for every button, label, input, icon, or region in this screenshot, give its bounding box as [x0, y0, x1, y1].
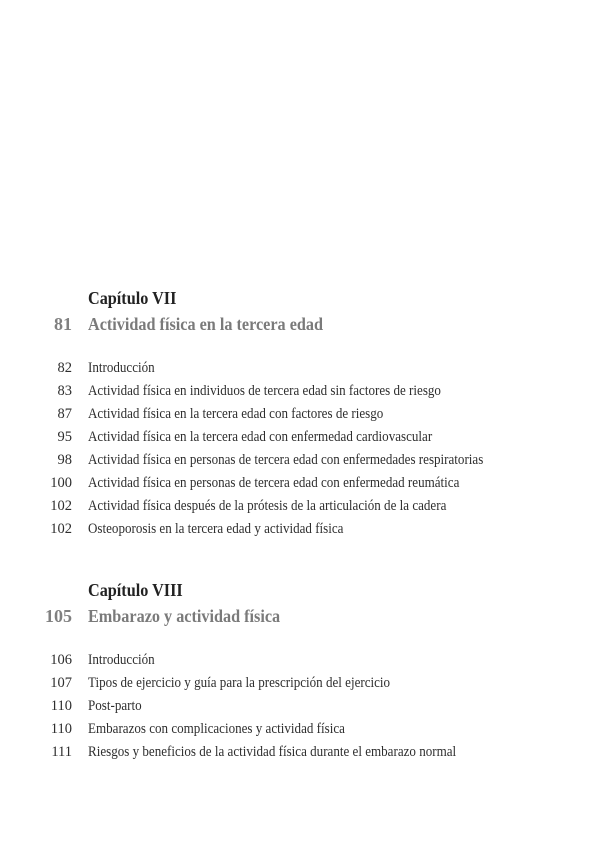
toc-entry-page: 106 [50, 652, 72, 668]
toc-entry-page: 82 [57, 360, 72, 376]
toc-entry-text: Actividad física en personas de tercera edad con enfermedades respiratorias [88, 452, 484, 468]
toc-entry[interactable] [0, 360, 600, 383]
chapter-page-number: 105 [45, 606, 72, 626]
chapter-page-number: 81 [54, 314, 72, 334]
toc-entry[interactable] [0, 744, 600, 767]
chapter-title: Embarazo y actividad física [88, 606, 281, 626]
toc-entry-text: Actividad física en individuos de tercera edad sin factores de riesgo [88, 383, 441, 399]
toc-entry-page: 95 [57, 429, 72, 445]
toc-entry-text: Riesgos y beneficios de la actividad física durante el embarazo normal [88, 744, 457, 760]
chapter-label: Capítulo VII [88, 288, 177, 308]
toc-entry-page: 111 [51, 744, 72, 760]
toc-entry[interactable] [0, 406, 600, 429]
toc-entry-page: 87 [57, 406, 72, 422]
toc-entry-page: 98 [57, 452, 72, 468]
toc-entry-text: Introducción [88, 652, 155, 668]
toc-entry[interactable] [0, 475, 600, 498]
toc-entry-text: Tipos de ejercicio y guía para la prescripción del ejercicio [88, 675, 391, 691]
toc-entry-page: 110 [50, 698, 72, 714]
toc-entry-text: Embarazos con complicaciones y actividad física [88, 721, 345, 737]
toc-entry[interactable] [0, 452, 600, 475]
toc-entry-page: 102 [50, 498, 72, 514]
toc-entry-page: 102 [50, 521, 72, 537]
toc-entry[interactable] [0, 498, 600, 521]
toc-entry[interactable] [0, 652, 600, 675]
toc-entry-text: Introducción [88, 360, 155, 376]
toc-entry-page: 83 [57, 383, 72, 399]
toc-entry-text: Actividad física en la tercera edad con enfermedad cardiovascular [88, 429, 433, 445]
toc-entry-text: Actividad física en la tercera edad con factores de riesgo [88, 406, 384, 422]
toc-entry[interactable] [0, 675, 600, 698]
toc-entry-page: 110 [50, 721, 72, 737]
toc-entry[interactable] [0, 721, 600, 744]
chapter-heading [0, 314, 600, 338]
toc-entry[interactable] [0, 698, 600, 721]
chapter-heading [0, 606, 600, 630]
toc-entries [0, 652, 600, 767]
chapter-label: Capítulo VIII [88, 580, 183, 600]
toc-entry-text: Osteoporosis en la tercera edad y actividad física [88, 521, 344, 537]
toc-entry[interactable] [0, 521, 600, 544]
toc-entry-text: Post-parto [88, 698, 142, 714]
toc-entry-text: Actividad física en personas de tercera edad con enfermedad reumática [88, 475, 460, 491]
toc-entries [0, 360, 600, 544]
chapter-title: Actividad física en la tercera edad [88, 314, 324, 334]
toc-entry[interactable] [0, 429, 600, 452]
toc-entry[interactable] [0, 383, 600, 406]
toc-entry-page: 100 [50, 475, 72, 491]
toc-entry-text: Actividad física después de la prótesis de la articulación de la cadera [88, 498, 447, 514]
toc-entry-page: 107 [50, 675, 72, 691]
